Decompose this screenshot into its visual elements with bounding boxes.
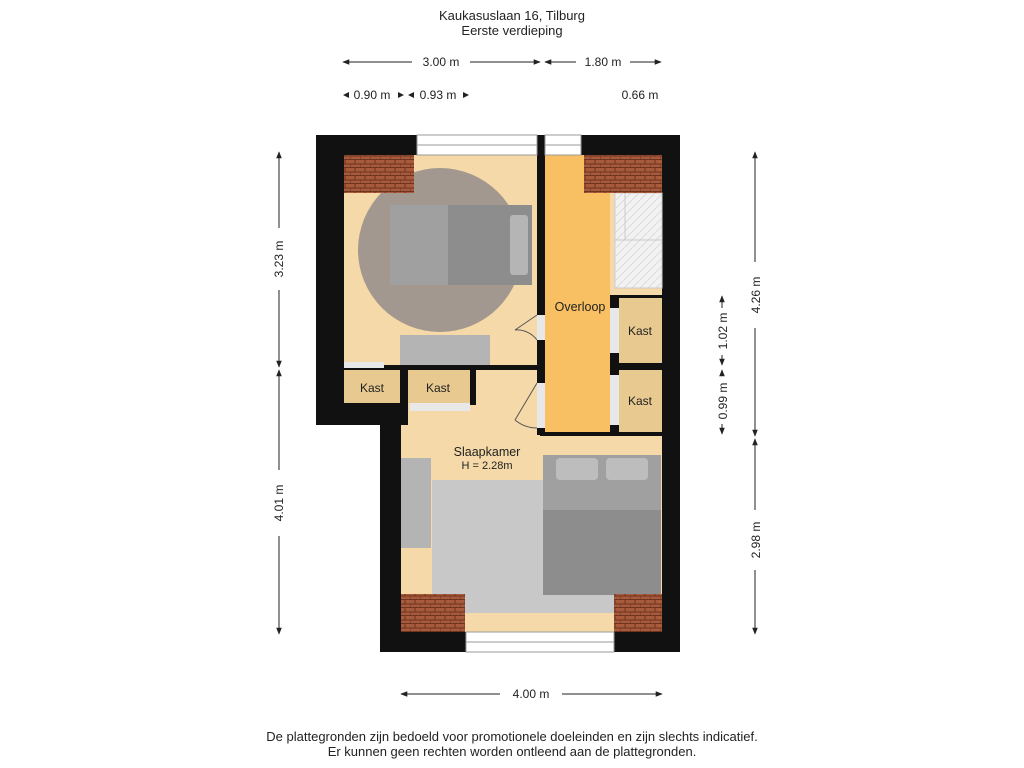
address-title: Kaukasuslaan 16, Tilburg: [439, 8, 585, 23]
roof-tiles-4: [614, 594, 662, 632]
floor-title: Eerste verdieping: [461, 23, 563, 38]
door-slot-3: [610, 308, 619, 353]
disclaimer-line-2: Er kunnen geen rechten worden ontleend aan de plattegronden.: [327, 744, 697, 759]
dim-sub-a-arrow-l: [343, 92, 349, 98]
dim-sub-a: 0.90 m: [353, 88, 391, 102]
inner-wall-4: [540, 432, 665, 436]
dim-top-left: 3.00 m: [422, 55, 460, 69]
bed-1-blanket: [390, 205, 448, 285]
bed-1-pillow: [510, 215, 528, 275]
door-slot-1: [537, 315, 545, 340]
dim-right-upper: 4.26 m: [749, 276, 763, 314]
wardrobe: [401, 458, 431, 548]
kast-2-label: Kast: [425, 381, 451, 395]
disclaimer-line-1: De plattegronden zijn bedoeld voor promotionele doeleinden en zijn slechts indicatief.: [266, 729, 758, 744]
kast-back-wall: [344, 403, 400, 425]
bed-2-pillow-1: [556, 458, 598, 480]
dim-bottom: 4.00 m: [512, 687, 550, 701]
kast-4-label: Kast: [627, 394, 653, 408]
roof-tiles-1: [344, 155, 414, 193]
dim-sub-b-arrow-r: [463, 92, 469, 98]
desk: [400, 335, 490, 365]
kast-divider: [400, 370, 408, 425]
dim-left-lower: 4.01 m: [272, 484, 286, 522]
dim-inner-upper: 1.02 m: [716, 312, 730, 350]
dim-inner-lower: 0.99 m: [716, 382, 730, 420]
bed-2-pillow-2: [606, 458, 648, 480]
door-slot-6: [410, 403, 470, 411]
dim-left-upper: 3.23 m: [272, 240, 286, 278]
kast-divider-2: [470, 370, 476, 405]
overloop-label: Overloop: [554, 300, 606, 314]
dim-sub-c: 0.66 m: [621, 88, 659, 102]
kast-divider-3: [615, 363, 665, 370]
kast-3-label: Kast: [627, 324, 653, 338]
dim-sub-a-arrow-r: [398, 92, 404, 98]
door-slot-2: [537, 383, 545, 428]
slaapkamer-label: Slaapkamer: [453, 445, 521, 459]
roof-tiles-3: [401, 594, 465, 632]
dim-sub-b: 0.93 m: [419, 88, 457, 102]
slaapkamer-height-label: H = 2.28m: [461, 460, 513, 472]
door-slot-5: [344, 362, 384, 368]
dim-right-lower: 2.98 m: [749, 521, 763, 559]
dim-sub-b-arrow-l: [408, 92, 414, 98]
overloop-floor: [545, 155, 610, 433]
roof-tiles-2: [584, 155, 662, 193]
dim-top-right: 1.80 m: [584, 55, 622, 69]
door-slot-4: [610, 375, 619, 425]
kast-1-label: Kast: [359, 381, 385, 395]
